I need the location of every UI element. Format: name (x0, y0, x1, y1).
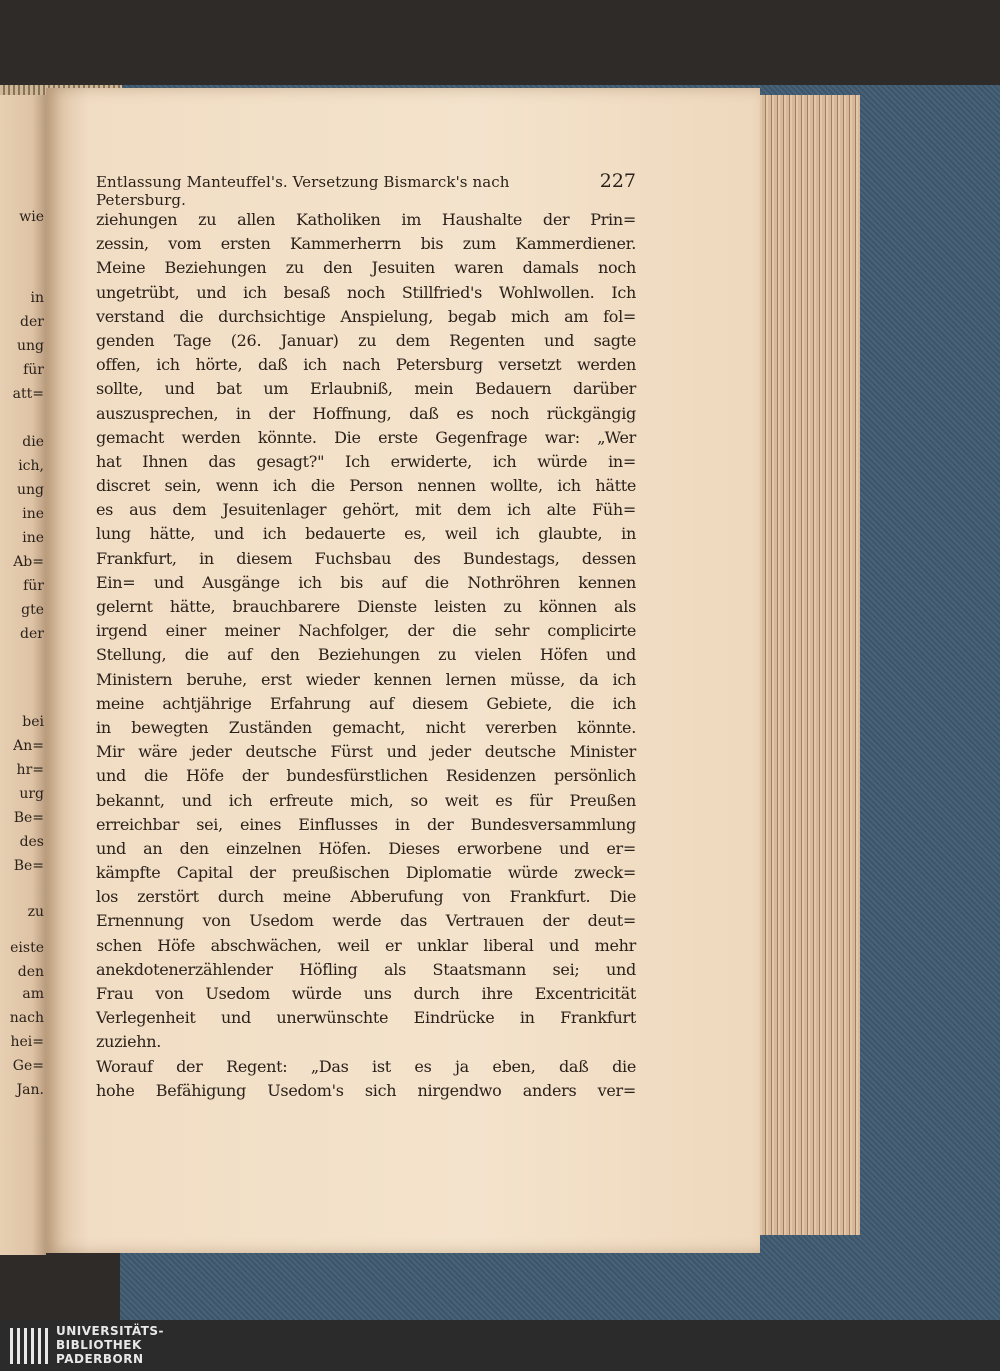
left-page-fragment: für (23, 578, 44, 594)
text-line: in bewegten Zuständen gemacht, nicht vererben könnte. (96, 717, 636, 737)
left-page-fragment: in (30, 290, 44, 306)
text-line: erreichbar sei, eines Einflusses in der Bundesversammlung (96, 814, 636, 834)
left-page-fragment: eiste (10, 940, 44, 956)
text-line: Ein= und Ausgänge ich bis auf die Nothröhren kennen (96, 572, 636, 592)
text-line: zessin, vom ersten Kammerherrn bis zum Kammerdiener. (96, 234, 636, 254)
text-line: Ernennung von Usedom werde das Vertrauen der deut= (96, 911, 636, 931)
page-block-edges (750, 95, 860, 1235)
left-page-fragment: den (17, 964, 44, 980)
left-page-fragment: Jan. (16, 1082, 44, 1098)
logo-line-3: PADERBORN (56, 1352, 144, 1366)
left-page-fragment: für (23, 362, 44, 378)
library-logo-text (56, 1324, 164, 1366)
running-title: Entlassung Manteuffel's. Versetzung Bismarck's nach Petersburg. (96, 173, 510, 209)
text-line: sollte, und bat um Erlaubniß, mein Bedauern darüber (96, 379, 636, 399)
text-line: offen, ich hörte, daß ich nach Petersburg versetzt werden (96, 355, 636, 375)
text-line: gemacht werden könnte. Die erste Gegenfrage war: „Wer (96, 427, 636, 447)
text-line: zuziehn. (96, 1032, 162, 1052)
text-line: und die Höfe der bundesfürstlichen Residenzen persönlich (96, 766, 636, 786)
left-page (0, 95, 46, 1255)
logo-line-1: UNIVERSITÄTS- (56, 1324, 165, 1338)
text-line: irgend einer meiner Nachfolger, der die sehr complicirte (96, 621, 636, 641)
left-page-fragment: des (19, 834, 44, 850)
running-head (96, 170, 636, 209)
left-page-fragment: die (22, 434, 44, 450)
text-line: Verlegenheit und unerwünschte Eindrücke in Frankfurt (96, 1008, 636, 1028)
text-line: verstand die durchsichtige Anspielung, begab mich am fol= (96, 306, 636, 326)
text-line: ziehungen zu allen Katholiken im Haushalte der Prin= (96, 210, 636, 229)
left-page-fragment: ung (17, 338, 44, 354)
text-line: es aus dem Jesuitenlager gehört, mit dem ich alte Füh= (96, 500, 636, 520)
text-line: los zerstört durch meine Abberufung von Frankfurt. Die (96, 887, 636, 907)
text-line: Frankfurt, in diesem Fuchsbau des Bundestags, dessen (96, 548, 636, 568)
text-line: Meine Beziehungen zu den Jesuiten waren damals noch (96, 258, 636, 278)
left-page-fragment: An= (13, 738, 44, 754)
library-logo-icon (8, 1326, 50, 1366)
text-line: gelernt hätte, brauchbarere Dienste leisten zu können als (96, 597, 636, 616)
page-number: 227 (599, 170, 636, 192)
text-line: auszusprechen, in der Hoffnung, daß es noch rückgängig (96, 403, 636, 423)
left-page-fragment: gte (21, 602, 44, 618)
text-line: Stellung, die auf den Beziehungen zu vielen Höfen und (96, 645, 636, 665)
body-text (96, 208, 636, 1103)
left-page-fragment: Ab= (13, 554, 44, 570)
left-page-fragment: bei (22, 714, 44, 730)
left-page-fragment: urg (19, 786, 44, 802)
left-page-fragment: zu (27, 904, 44, 920)
text-line: Frau von Usedom würde uns durch ihre Excentricität (96, 984, 636, 1003)
text-line: Mir wäre jeder deutsche Fürst und jeder deutsche Minister (96, 742, 636, 762)
text-line: meine achtjährige Erfahrung auf diesem Gebiete, die ich (96, 693, 636, 713)
left-page-fragment: nach (9, 1010, 44, 1026)
text-line: kämpfte Capital der preußischen Diplomatie würde zweck= (96, 863, 636, 883)
logo-line-2: BIBLIOTHEK (56, 1338, 142, 1352)
left-page-fragment: Be= (13, 810, 44, 826)
text-line: Ministern beruhe, erst wieder kennen lernen müsse, da ich (96, 669, 636, 689)
left-page-fragment: Ge= (12, 1058, 44, 1074)
left-page-fragment: der (20, 626, 44, 642)
left-page-fragment: wie (19, 209, 44, 225)
left-page-fragment: ine (22, 506, 44, 522)
text-line: ungetrübt, und ich besaß noch Stillfried's Wohlwollen. Ich (96, 282, 636, 302)
text-line: hohe Befähigung Usedom's sich nirgendwo anders ver= (96, 1080, 636, 1100)
left-page-fragment: hr= (16, 762, 44, 778)
left-page-fragment: ich, (18, 458, 44, 474)
left-page-fragment: hei= (10, 1034, 44, 1050)
left-page-fragment: der (20, 314, 44, 330)
library-logo-bar (0, 1320, 1000, 1371)
left-page-fragment: att= (12, 386, 44, 402)
left-page-fragment: ung (17, 482, 44, 498)
text-line: Worauf der Regent: „Das ist es ja eben, daß die (96, 1056, 636, 1076)
text-line: lung hätte, und ich bedauerte es, weil ich glaubte, in (96, 524, 636, 544)
left-page-fragment: am (22, 986, 44, 1002)
text-line: bekannt, und ich erfreute mich, so weit es für Preußen (96, 790, 636, 810)
text-line: discret sein, wenn ich die Person nennen wollte, ich hätte (96, 476, 636, 496)
text-line: anekdotenerzählender Höfling als Staatsmann sei; und (96, 959, 636, 979)
text-line: und an den einzelnen Höfen. Dieses erworbene und er= (96, 838, 636, 858)
text-line: genden Tage (26. Januar) zu dem Regenten und sagte (96, 330, 636, 350)
left-page-fragment: Be= (13, 858, 44, 874)
text-line: schen Höfe abschwächen, weil er unklar liberal und mehr (96, 935, 636, 955)
text-line: hat Ihnen das gesagt?" Ich erwiderte, ich würde in= (96, 451, 636, 471)
left-page-fragment: ine (22, 530, 44, 546)
